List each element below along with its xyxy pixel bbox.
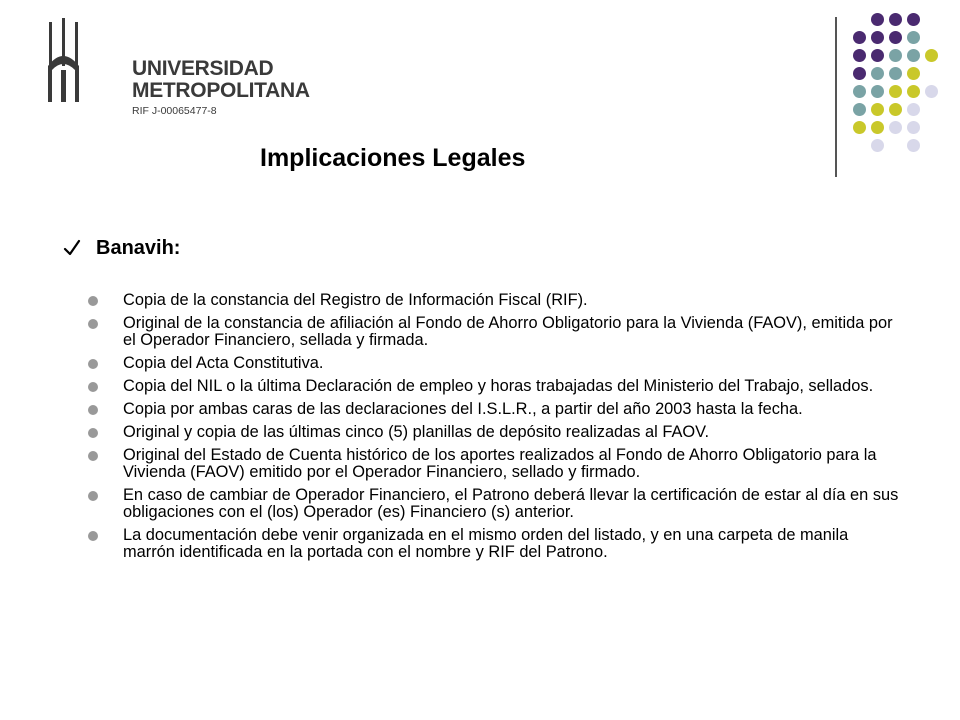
decorative-dot <box>889 13 902 26</box>
decorative-dot <box>871 67 884 80</box>
decorative-dot <box>907 121 920 134</box>
decorative-dot <box>853 49 866 62</box>
logo-name-line2: METROPOLITANA <box>132 79 310 102</box>
university-logo <box>40 18 310 123</box>
university-emblem-icon <box>40 18 130 108</box>
logo-name-line1: UNIVERSIDAD <box>132 57 274 80</box>
vertical-divider <box>835 17 837 177</box>
list-item: La documentación debe venir organizada en el mismo orden del listado, y en una carpeta de manila marrón identificada en la portada con el nombre y RIF del Patrono. <box>88 527 900 561</box>
checkmark-icon <box>62 238 82 258</box>
decorative-dot-grid <box>853 13 947 153</box>
decorative-dot <box>925 85 938 98</box>
decorative-dot <box>853 103 866 116</box>
section-title: Banavih: <box>96 236 181 259</box>
decorative-dot <box>871 13 884 26</box>
decorative-dot <box>907 85 920 98</box>
list-item: Copia de la constancia del Registro de Información Fiscal (RIF). <box>88 292 900 309</box>
decorative-dot <box>871 121 884 134</box>
decorative-dot <box>871 139 884 152</box>
section-header <box>62 232 902 264</box>
requirements-list <box>88 292 900 567</box>
list-item: Copia del Acta Constitutiva. <box>88 355 900 372</box>
list-item: Original de la constancia de afiliación al Fondo de Ahorro Obligatorio para la Vivienda (FAOV), emitida por el Operador Financiero, sellada y firmada. <box>88 315 900 349</box>
decorative-dot <box>889 103 902 116</box>
list-item: En caso de cambiar de Operador Financiero, el Patrono deberá llevar la certificación de estar al día en sus obligaciones con el (los) Operador (es) Financiero (s) anterior. <box>88 487 900 521</box>
decorative-dot <box>907 13 920 26</box>
logo-rif: RIF J-00065477-8 <box>132 105 217 117</box>
decorative-dot <box>889 67 902 80</box>
university-name <box>132 58 310 118</box>
decorative-dot <box>853 67 866 80</box>
list-item: Original del Estado de Cuenta histórico de los aportes realizados al Fondo de Ahorro Obligatorio para la Vivienda (FAOV) emitido por el Operador Financiero, sellado y firmado. <box>88 447 900 481</box>
decorative-dot <box>907 139 920 152</box>
decorative-dot <box>853 31 866 44</box>
decorative-dot <box>853 121 866 134</box>
decorative-dot <box>889 31 902 44</box>
decorative-dot <box>889 85 902 98</box>
decorative-dot <box>907 103 920 116</box>
decorative-dot <box>871 31 884 44</box>
decorative-dot <box>907 31 920 44</box>
decorative-dot <box>907 49 920 62</box>
decorative-dot <box>889 49 902 62</box>
list-item: Original y copia de las últimas cinco (5) planillas de depósito realizadas al FAOV. <box>88 424 900 441</box>
decorative-dot <box>853 85 866 98</box>
list-item: Copia por ambas caras de las declaraciones del I.S.L.R., a partir del año 2003 hasta la fecha. <box>88 401 900 418</box>
decorative-dot <box>907 67 920 80</box>
slide-title: Implicaciones Legales <box>260 144 526 172</box>
decorative-dot <box>889 121 902 134</box>
list-item: Copia del NIL o la última Declaración de empleo y horas trabajadas del Ministerio del Trabajo, sellados. <box>88 378 900 395</box>
section-banavih <box>62 232 902 264</box>
decorative-dot <box>871 103 884 116</box>
decorative-dot <box>871 49 884 62</box>
decorative-dot <box>925 49 938 62</box>
decorative-dot <box>871 85 884 98</box>
